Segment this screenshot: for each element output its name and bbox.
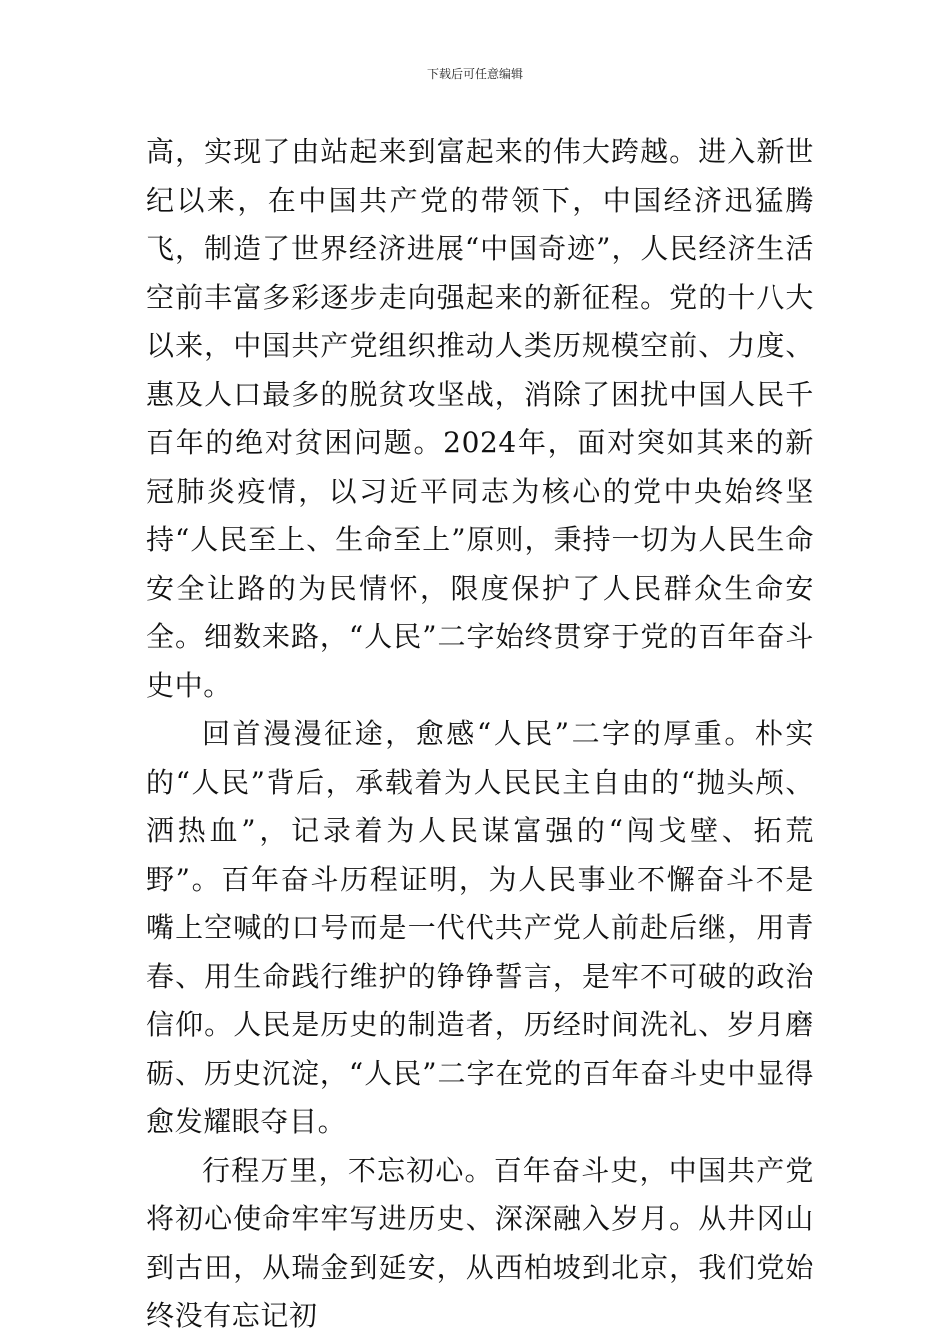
page-header: 下载后可任意编辑 [426, 67, 523, 81]
paragraph-1: 高，实现了由站起来到富起来的伟大跨越。进入新世纪以来，在中国共产党的带领下，中国经济迅猛腾飞，制造了世界经济进展“中国奇迹”，人民经济生活空前丰富多彩逐步走向强起来的新征程。党的十八大以来，中国共产党组织推动人类历规模空前、力度、惠及人口最多的脱贫攻坚战，消除了困扰中国人民千百年的绝对贫困问题。2024年，面对突如其来的新冠肺炎疫情，以习近平同志为核心的党中央始终坚持“人民至上、生命至上”原则，秉持一切为人民生命安全让路的为民情怀，限度保护了人民群众生命安全。细数来路，“人民”二字始终贯穿于党的百年奋斗史中。 [146, 135, 814, 702]
paragraph-2: 回首漫漫征途，愈感“人民”二字的厚重。朴实的“人民”背后，承载着为人民民主自由的“抛头颅、洒热血”，记录着为人民谋富强的“闯戈壁、拓荒野”。百年奋斗历程证明，为人民事业不懈奋斗不是嘴上空喊的口号而是一代代共产党人前赴后继，用青春、用生命践行维护的铮铮誓言，是牢不可破的政治信仰。人民是历史的制造者，历经时间洗礼、岁月磨砺、历史沉淀，“人民”二字在党的百年奋斗史中显得愈发耀眼夺目。 [146, 717, 814, 1138]
document-body [146, 128, 814, 1341]
paragraph-3: 行程万里，不忘初心。百年奋斗史，中国共产党将初心使命牢牢写进历史、深深融入岁月。从井冈山到古田，从瑞金到延安，从西柏坡到北京，我们党始终没有忘记初 [146, 1153, 814, 1332]
